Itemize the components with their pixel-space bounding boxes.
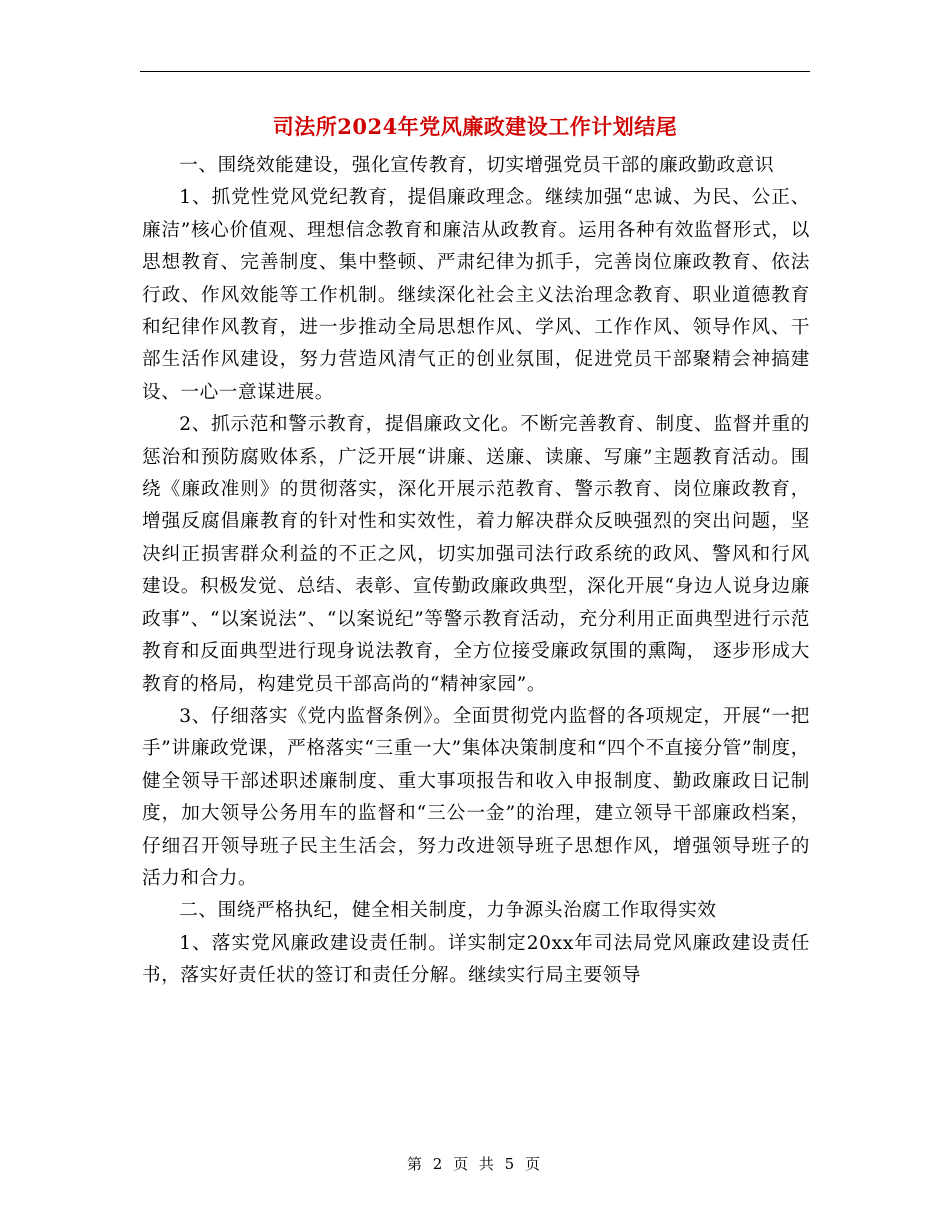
section-heading-2: 二、围绕严格执纪，健全相关制度，力争源头治腐工作取得实效 — [179, 900, 717, 922]
document-title: 司法所2024年党风廉政建设工作计划结尾 — [272, 114, 678, 139]
paragraph-1-3: 3、仔细落实《党内监督条例》。全面贯彻党内监督的各项规定，开展“一把手”讲廉政党课，严格落实“三重一大”集体决策制度和“四个不直接分管”制度，健全领导干部述职述廉制度、重大事项报告和收入申报制度、勤政廉政日记制度，加大领导公务用车的监督和“三公一金”的治理，建立领导干部廉政档案，仔细召开领导班子民主生活会，努力改进领导班子思想作风，增强领导班子的活力和合力。 — [142, 705, 810, 889]
header-rule — [140, 71, 810, 72]
paragraph-1-1: 1、抓党性党风党纪教育，提倡廉政理念。继续加强“忠诚、为民、公正、廉洁”核心价值观、理想信念教育和廉洁从政教育。运用各种有效监督形式，以思想教育、完善制度、集中整顿、严肃纪律为抓手，完善岗位廉政教育、依法行政、作风效能等工作机制。继续深化社会主义法治理念教育、职业道德教育和纪律作风教育，进一步推动全局思想作风、学风、工作作风、领导作风、干部生活作风建设，努力营造风清气正的创业氛围，促进党员干部聚精会神搞建设、一心一意谋进展。 — [142, 187, 810, 403]
section-heading-1: 一、围绕效能建设，强化宣传教育，切实增强党员干部的廉政勤政意识 — [179, 155, 775, 176]
document-body — [142, 150, 810, 993]
page-number: 第 2 页 共 5 页 — [407, 1155, 543, 1173]
paragraph-2-1: 1、落实党风廉政建设责任制。详实制定20xx年司法局党风廉政建设责任书，落实好责任状的签订和责任分解。继续实行局主要领导 — [142, 932, 810, 987]
paragraph-1-2: 2、抓示范和警示教育，提倡廉政文化。不断完善教育、制度、监督并重的惩治和预防腐败体系，广泛开展“讲廉、送廉、读廉、写廉”主题教育活动。围绕《廉政准则》的贯彻落实，深化开展示范教育、警示教育、岗位廉政教育，增强反腐倡廉教育的针对性和实效性，着力解决群众反映强烈的突出问题，坚决纠正损害群众利益的不正之风，切实加强司法行政系统的政风、警风和行风建设。积极发觉、总结、表彰、宣传勤政廉政典型，深化开展“身边人说身边廉政事”、“以案说法”、“以案说纪”等警示教育活动，充分利用正面典型进行示范教育和反面典型进行现身说法教育，全方位接受廉政氛围的熏陶， 逐步形成大教育的格局，构建党员干部高尚的“精神家园”。 — [142, 414, 810, 695]
